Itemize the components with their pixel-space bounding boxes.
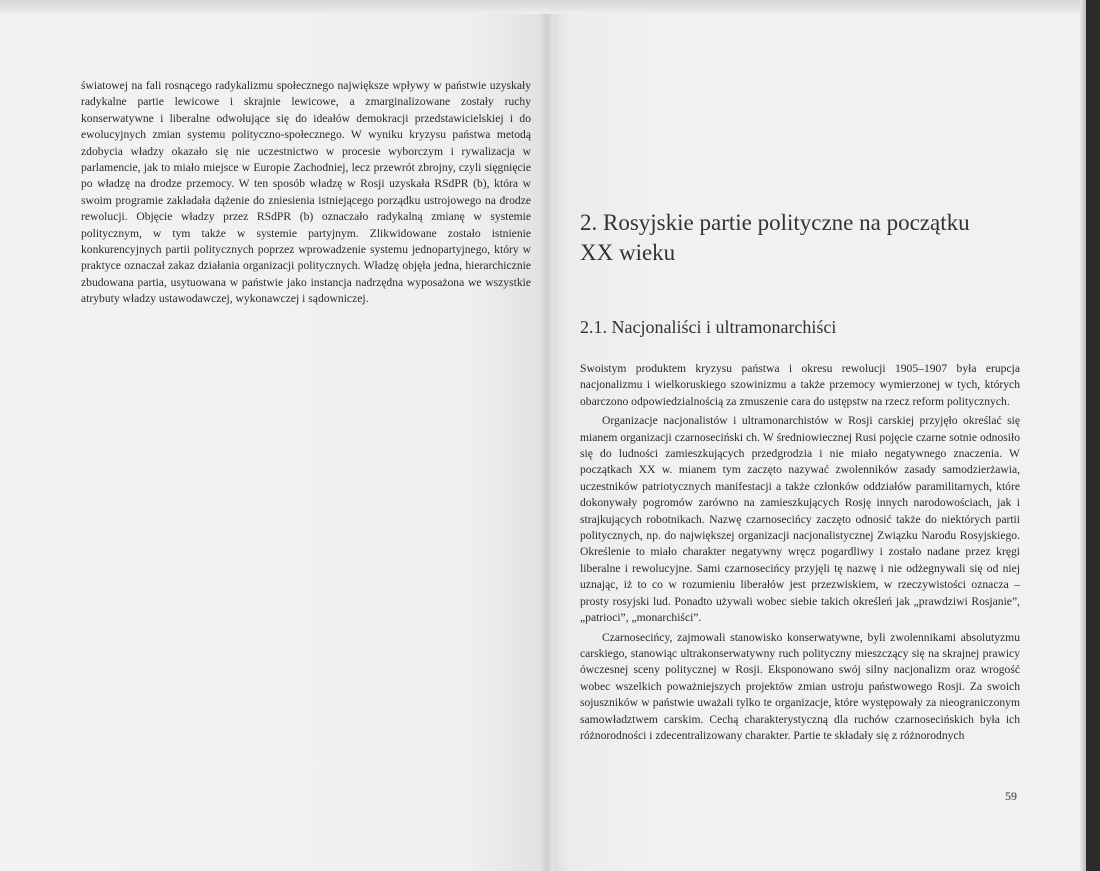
paragraph-conservatism: Czarnosecińcy, zajmowali stanowisko konserwatywne, byli zwolennikami absolutyzmu carskiego, stanowiąc ultrakonserwatywny ruch polityczny mieszczący się na skrajnej prawicy ówczesnej sceny politycznej w Rosji. Eksponowano swój silny nacjonalizm oraz wrogość wobec wszelkich poważniejszych projektów zmian ustroju państwowego Rosji. Za swoich sojuszników w państwie uważali tylko te organizacje, które występowały za nieograniczonym samowładztwem carskim. Cechą charakterystyczną dla ruchów czarnosecińskich była ich różnorodności i zdecentralizowany charakter. Partie te składały się z różnorodnych: [580, 630, 1020, 742]
page-top-edge: [0, 0, 1100, 14]
left-page: [0, 0, 548, 871]
scan-background: [1086, 0, 1100, 871]
paragraph-intro: Swoistym produktem kryzysu państwa i okresu rewolucji 1905–1907 była erupcja nacjonalizmu i wielkoruskiego szowinizmu a także przemocy wymierzonej w tych, których obarczono odpowiedzialnością za zmuszenie cara do ustępstw na rzecz reform politycznych.: [580, 362, 1020, 408]
left-paragraph: światowej na fali rosnącego radykalizmu społecznego największe wpływy w państwie uzyskały radykalne partie lewicowe i skrajnie lewicowe, a zmarginalizowane zostały ruchy konserwatywne i liberalne odwołujące się do ideałów demokracji przedstawicielskiej i do ewolucyjnych zmian systemu polityczno-społecznego. W wyniku kryzysu państwa metodą zdobycia władzy okazało się nie uczestnictwo w procesie wyborczym i rywalizacja w parlamencie, jak to miało miejsce w Europie Zachodniej, lecz przewrót zbrojny, czyli sięgnięcie po władzę na drodze przemocy. W ten sposób władzę w Rosji uzyskała RSdPR (b), która w swoim programie zakładała dążenie do zniesienia istniejącego porządku ustrojowego na drodze rewolucji. Objęcie władzy przez RSdPR (b) oznaczało radykalną zmianę w systemie politycznym, w tym także w systemie partyjnym. Zlikwidowane zostało istnienie konkurencyjnych partii politycznych poprzez wprowadzenie systemu jednopartyjnego, który w praktyce oznaczał zakaz działania organizacji politycznych. Władzę objęła jedna, hierarchicznie zbudowana partia, usytuowana w państwie jako instancja nadrzędna wyposażona we wszystkie atrybuty władzy ustawodawczej, wykonawczej i sądowniczej.: [81, 79, 531, 306]
page-number: 59: [1005, 789, 1017, 803]
right-page-body: [580, 361, 1020, 744]
left-page-body: [81, 78, 531, 308]
chapter-title: 2. Rosyjskie partie polityczne na początku XX wieku: [580, 210, 970, 265]
paragraph-organizations: Organizacje nacjonalistów i ultramonarchistów w Rosji carskiej przyjęło określać się mianem organizacji czarnoseciński ch. W średniowiecznej Rusi pojęcie czarne sotnie odnosiło się do ludności zamieszkujących przedgrodzia i nie miało negatywnego znaczenia. W początkach XX w. mianem tym zaczęto nazywać zwolenników zasady samodzierżawia, uczestników patriotycznych manifestacji a także członków oddziałów paramilitarnych, które dokonywały pogromów zarówno na zamieszkujących Rosję innych narodowościach, jak i strajkujących robotnikach. Nazwę czarnosecińcy zaczęto odnosić także do niektórych partii politycznych, np. do największej organizacji nacjonalistycznej Związku Narodu Rosyjskiego. Określenie to miało charakter negatywny wręcz pogardliwy i zostało nadane przez kręgi liberalne i rewolucyjne. Sami czarnosecińcy przyjęli tę nazwę i nie odżegnywali się od niej uznając, iż to co w rozumieniu liberałów jest przezwiskiem, w rzeczywistości oznacza – prosty rosyjski lud. Ponadto używali wobec siebie takich określeń jak „prawdziwi Rosjanie”, „patrioci”, „monarchiści”.: [580, 414, 1020, 625]
section-title: 2.1. Nacjonaliści i ultramonarchiści: [580, 317, 837, 337]
book-gutter: [540, 0, 554, 871]
